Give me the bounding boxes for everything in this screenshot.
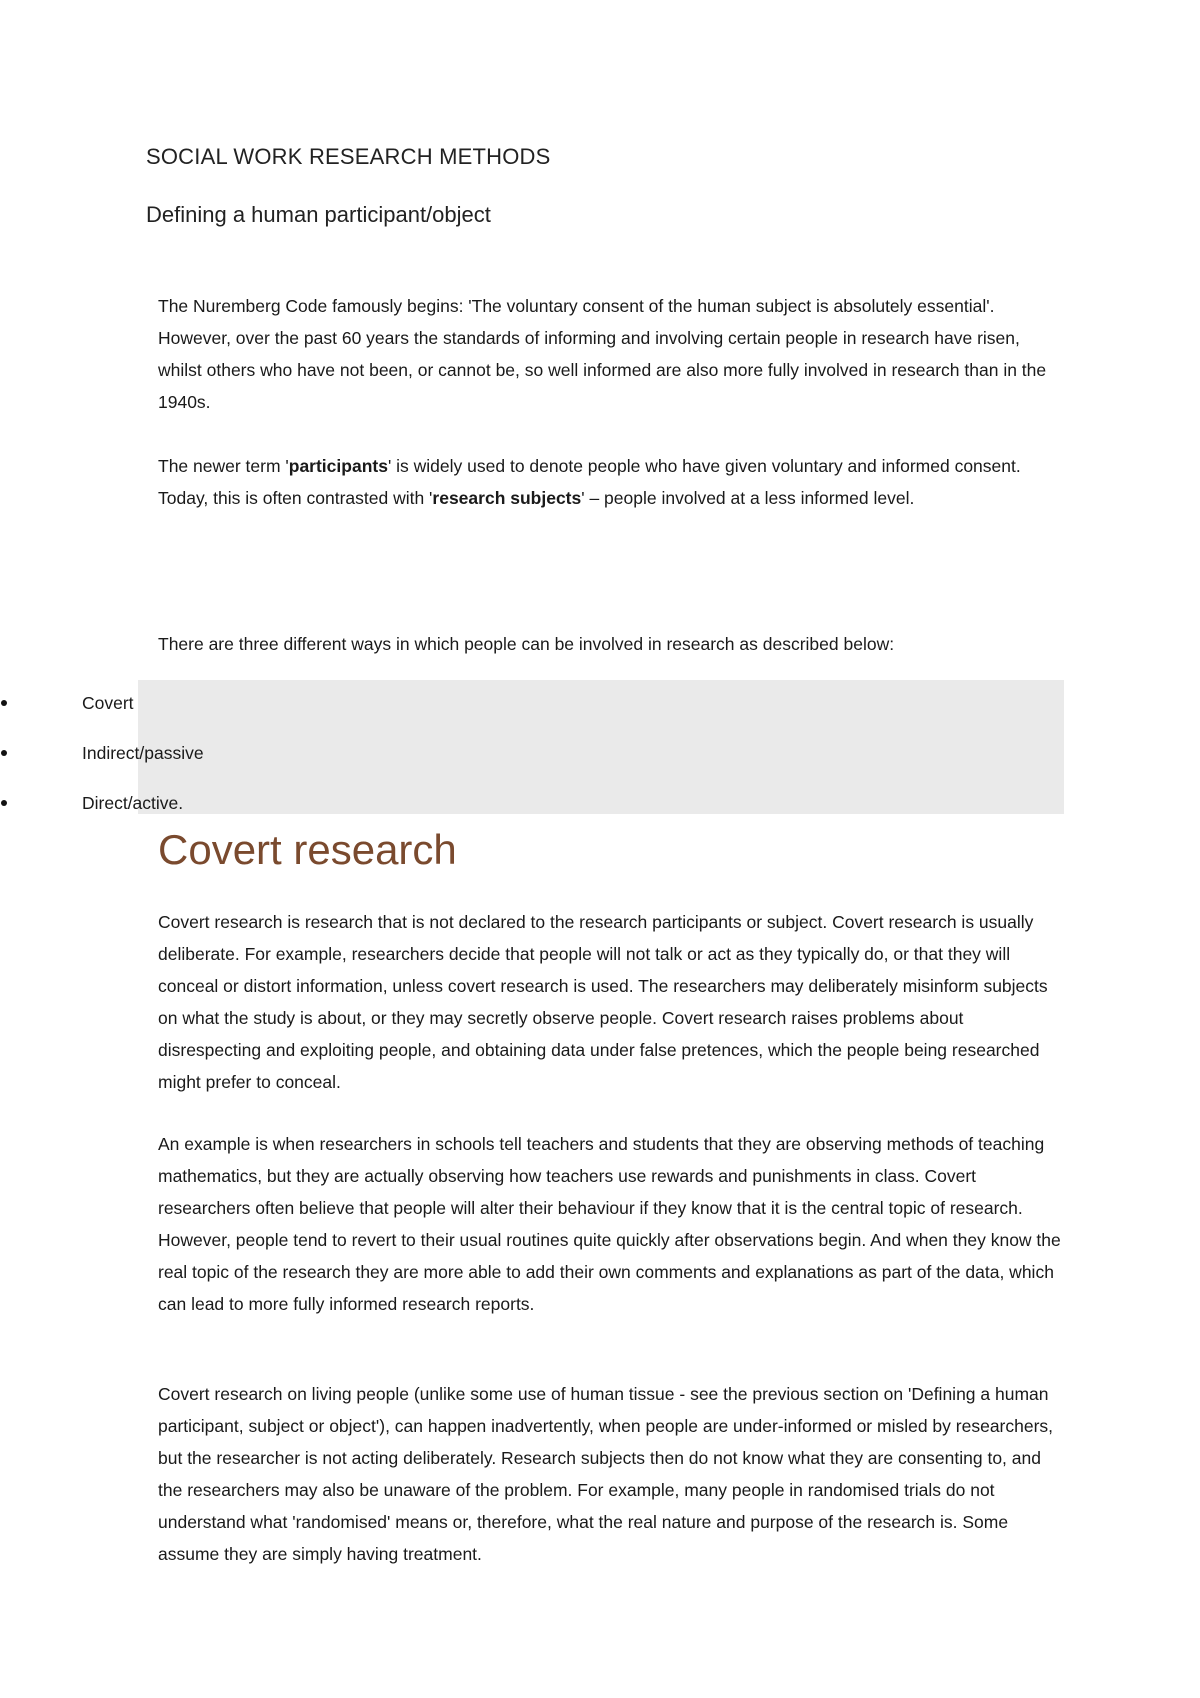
document-title: SOCIAL WORK RESEARCH METHODS xyxy=(146,144,551,169)
document-subtitle: Defining a human participant/object xyxy=(146,202,491,227)
ways-intro-paragraph: There are three different ways in which people can be involved in research as described below: xyxy=(158,634,895,654)
covert-paragraph-2: An example is when researchers in schools tell teachers and students that they are observing methods of teaching mathematics, but they are actually observing how teachers use rewards and punishments in class. Covert researchers often believe that people will alter their behaviour if they know that it is the central topic of research. However, people tend to revert to their usual routines quite quickly after observations begin. And when they know the real topic of the research they are more able to add their own comments and explanations as part of the data, which can lead to more fully informed research reports. xyxy=(158,1134,1061,1314)
bullet-icon xyxy=(1,800,7,806)
term-participants: participants xyxy=(288,456,388,476)
intro-paragraph: The Nuremberg Code famously begins: 'The voluntary consent of the human subject is absolutely essential'. However, over the past 60 years the standards of informing and involving certain people in research have risen, whilst others who have not been, or cannot be, so well informed are also more fully involved in research than in the 1940s. xyxy=(158,296,1047,412)
ways-list-box xyxy=(138,680,1064,814)
list-item-label: Indirect/passive xyxy=(82,743,204,763)
terms-text-part2: ' is widely used to denote people who have given voluntary and informed consent. Today, this is often contrasted with ' xyxy=(158,456,1021,508)
list-item-label: Covert xyxy=(82,693,134,713)
list-item-label: Direct/active. xyxy=(82,793,184,813)
term-research-subjects: research subjects xyxy=(432,488,582,508)
terms-text-part1: The newer term ' xyxy=(158,456,289,476)
bullet-icon xyxy=(1,750,7,756)
covert-paragraph-3: Covert research on living people (unlike some use of human tissue - see the previous section on 'Defining a human participant, subject or object'), can happen inadvertently, when people are under-informed or misled by researchers, but the researcher is not acting deliberately. Research subjects then do not know what they are consenting to, and the researchers may also be unaware of the problem. For example, many people in randomised trials do not understand what 'randomised' means or, therefore, what the real nature and purpose of the research is. Some assume they are simply having treatment. xyxy=(158,1384,1054,1564)
terms-text-part3: ' – people involved at a less informed level. xyxy=(581,488,915,508)
covert-paragraph-1: Covert research is research that is not declared to the research participants or subject. Covert research is usually deliberate. For example, researchers decide that people will not talk or act as they typically do, or that they will conceal or distort information, unless covert research is used. The researchers may deliberately misinform subjects on what the study is about, or they may secretly observe people. Covert research raises problems about disrespecting and exploiting people, and obtaining data under false pretences, which the people being researched might prefer to conceal. xyxy=(158,912,1048,1092)
terms-paragraph xyxy=(158,450,1063,514)
bullet-icon xyxy=(1,700,7,706)
covert-research-heading: Covert research xyxy=(158,826,457,873)
